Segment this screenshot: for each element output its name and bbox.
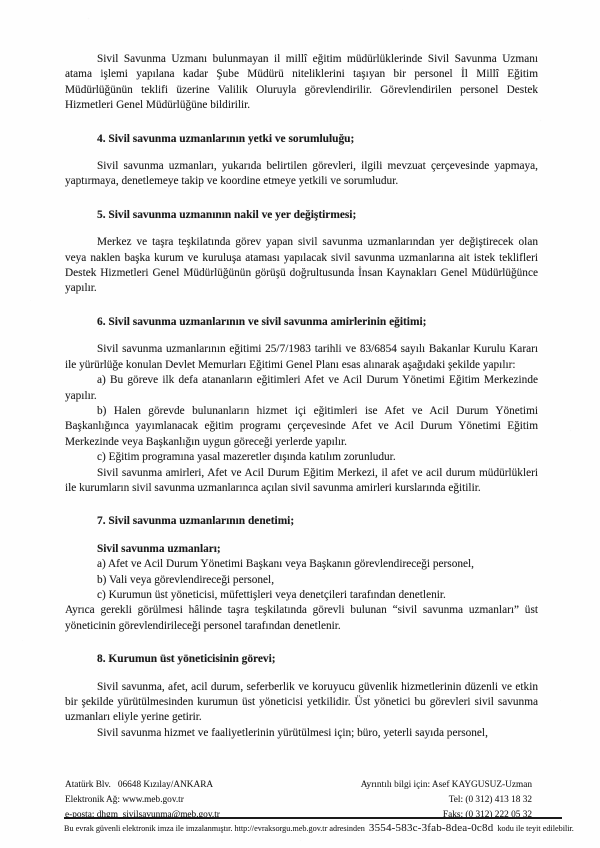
- section-6-heading: 6. Sivil savunma uzmanlarının ve sivil savunma amirlerinin eğitimi;: [97, 315, 427, 328]
- intro-paragraph: Sivil Savunma Uzmanı bulunmayan il millî eğitim müdürlüklerinde Sivil Savunma Uzmanı atama işlemi yapılana kadar Şube Müdürü niteliklerini taşıyan bir personel İl Millî Eğitim Müdürlüğünün teklifi üzerine Valilik Oluruyla görevlendirilir. Görevlendirilen personel Destek Hizmetleri Genel Müdürlüğüne bildirilir.: [65, 53, 538, 112]
- footer-contact-person: Ayrıntılı bilgi için: Asef KAYGUSUZ-Uzman: [360, 780, 532, 790]
- verification-prefix: Bu evrak güvenli elektronik imza ile imzalanmıştır. http://evraksorgu.meb.gov.tr adresinden: [64, 824, 365, 833]
- scan-noise-artifact: [0, 0, 1, 1]
- section-5-paragraph: Merkez ve taşra teşkilatında görev yapan sivil savunma uzmanlarından yer değiştirecek olan veya naklen başka kurum ve kuruluşa ataması yapılacak sivil savunma uzmanlarına ait istek teklifleri Destek Hizmetleri Genel Müdürlüğünün görüşü doğrultusunda İnsan Kaynakları Genel Müdürlüğünce yapılır.: [65, 236, 538, 295]
- footer-email: e-posta: dhgm_sivilsavunma@meb.gov.tr: [65, 810, 220, 820]
- section-7-item-a: a) Afet ve Acil Durum Yönetimi Başkanı veya Başkanın görevlendireceği personel,: [97, 558, 474, 571]
- section-6-item-a: a) Bu göreve ilk defa atananların eğitimleri Afet ve Acil Durum Yönetimi Eğitim Merkezinde yapılır.: [65, 374, 538, 402]
- footer-fax: Faks: (0 312) 222 05 32: [442, 810, 532, 820]
- section-8-heading: 8. Kurumun üst yöneticisinin görevi;: [97, 653, 276, 666]
- section-7-heading: 7. Sivil savunma uzmanlarının denetimi;: [97, 515, 295, 528]
- footer-phone: Tel: (0 312) 413 18 32: [448, 795, 532, 805]
- verification-code: 3554-583c-3fab-8dea-0c8d: [368, 822, 494, 834]
- section-7-subheading: Sivil savunma uzmanları;: [97, 542, 221, 555]
- section-5-heading: 5. Sivil savunma uzmanının nakil ve yer değiştirmesi;: [97, 208, 357, 221]
- footer-divider: [64, 817, 562, 819]
- section-6-item-c: c) Eğitim programına yasal mazeretler dışında katılım zorunludur.: [97, 451, 396, 464]
- section-6-item-b: b) Halen görevde bulunanların hizmet içi eğitimleri ise Afet ve Acil Durum Yönetimi Başkanlığınca yayımlanacak eğitim programı çerçevesinde Afet ve Acil Durum Yönetimi Eğitim Merkezinde veya Başkanlığın uygun göreceği yerlerde yapılır.: [65, 404, 538, 448]
- section-6-paragraph-1: Sivil savunma uzmanlarının eğitimi 25/7/1983 tarihli ve 83/6854 sayılı Bakanlar Kurulu Kararı ile yürürlüğe konulan Devlet Memurları Eğitimi Genel Planı esas alınarak aşağıdaki şekilde yapılır:: [65, 343, 538, 371]
- verification-line: [64, 822, 574, 835]
- section-7-item-c: c) Kurumun üst yöneticisi, müfettişleri veya denetçileri tarafından denetlenir.: [97, 588, 446, 601]
- section-4-paragraph: Sivil savunma uzmanları, yukarıda belirtilen görevleri, ilgili mevzuat çerçevesinde yapmaya, yaptırmaya, denetlemeye takip ve koordine etmeye yetkili ve sorumludur.: [65, 160, 538, 188]
- footer-website: Elektronik Ağ: www.meb.gov.tr: [65, 795, 184, 805]
- section-7-paragraph: Ayrıca gerekli görülmesi hâlinde taşra teşkilatında görevli bulunan “sivil savunma uzmanları” üst yöneticinin görevlendirileceği personel tarafından denetlenir.: [65, 604, 538, 632]
- section-7-item-b: b) Vali veya görevlendireceği personel,: [97, 573, 275, 586]
- section-8-paragraph-2: Sivil savunma hizmet ve faaliyetlerinin yürütülmesi için; büro, yeterli sayıda personel,: [97, 726, 488, 739]
- section-6-paragraph-2: Sivil savunma amirleri, Afet ve Acil Durum Eğitim Merkezi, il afet ve acil durum müdürlükleri ile kurumların sivil savunma uzmanlarınca açılan sivil savunma amirleri kurslarında eğitilir.: [65, 466, 538, 494]
- footer-address: Atatürk Blv. 06648 Kızılay/ANKARA: [65, 780, 214, 790]
- section-4-heading: 4. Sivil savunma uzmanlarının yetki ve sorumluluğu;: [97, 132, 355, 145]
- section-8-paragraph-1: Sivil savunma, afet, acil durum, seferberlik ve koruyucu güvenlik hizmetlerinin düzenli ve etkin bir şekilde yürütülmesinden kurumun üst yöneticisi yetkilidir. Üst yönetici bu görevleri sivil savunma uzmanları eliyle yerine getirir.: [65, 680, 538, 724]
- verification-suffix: kodu ile teyit edilebilir.: [497, 824, 574, 833]
